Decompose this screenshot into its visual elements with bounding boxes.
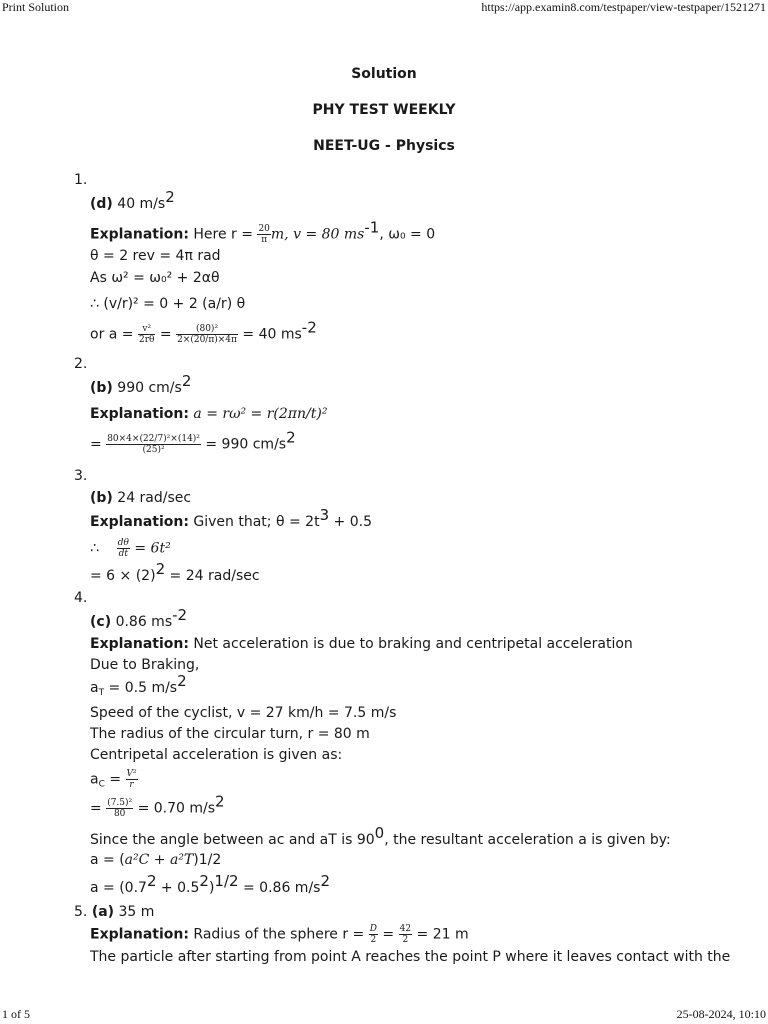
answer-line: (c) 0.86 $ms^{-2}$	[90, 606, 188, 630]
print-timestamp: 25-08-2024, 10:10	[676, 1007, 766, 1021]
question-number: 4.	[74, 590, 88, 606]
explanation-line: Explanation: Given that; $\theta = 2t^3 + 0.5$	[90, 506, 373, 530]
question-number: 2.	[74, 356, 88, 372]
answer-option: (b)	[90, 490, 113, 506]
answer-option: (b)	[90, 380, 113, 396]
explanation-line: Explanation: Net acceleration is due to braking and centripetal acceleration	[90, 636, 633, 652]
text-line: Due to Braking,	[90, 657, 200, 673]
math-line: a = (a²C + a²T)1/2	[90, 852, 222, 868]
print-title: Print Solution	[2, 0, 70, 14]
math-line: As ω² = ω₀² + 2αθ	[90, 270, 220, 286]
question-number: 5.	[74, 904, 88, 920]
print-footer	[0, 1008, 768, 1024]
answer-line: (b) 990 $cm/s^2$	[90, 372, 192, 396]
math-line: $a_T = 0.5$ $m/s^2$	[90, 672, 187, 698]
fraction: $\frac{D}{2}$	[369, 924, 377, 945]
answer-value: 24 rad/sec	[117, 490, 192, 506]
fraction: $\frac{\text{80×4×(22/7)²×(14)²}}{\text{(25)²}}$	[107, 434, 200, 455]
print-header	[0, 0, 768, 16]
answer-option: (d)	[90, 196, 113, 212]
answer-line	[90, 490, 191, 506]
answer-value: 40 m/s	[117, 196, 166, 212]
explanation-line: Explanation: Here r = $\frac{20}{\pi}$ m, v = 80 $ms^{-1}$, ω₀ = 0	[90, 218, 436, 245]
text-line: The radius of the circular turn, r = 80 m	[90, 726, 370, 742]
fraction: $\frac{42}{2}$	[399, 924, 412, 945]
math-line: $a = (0.7^2 + 0.5^2)^{1/2} = 0.86$ $m/s^2$	[90, 872, 330, 896]
math-line: ∴ $\frac{d\theta}{dt}$ = 6t²	[90, 538, 171, 559]
explanation-line: Explanation: Radius of the sphere r = $\frac{D}{2}$ = $\frac{42}{2}$ = 21 m	[90, 924, 469, 945]
text-line: Speed of the cyclist, v = 27 km/h = 7.5 m/s	[90, 705, 397, 721]
question-number: 1.	[74, 172, 88, 188]
explanation-label: Explanation:	[90, 636, 189, 652]
math-line: ∴ (v/r)² = 0 + 2 (a/r) θ	[90, 296, 246, 312]
text-line: Centripetal acceleration is given as:	[90, 747, 343, 763]
fraction: $\frac{\text{(80)²}}{2\times(20/\pi)\times 4\pi}$	[177, 324, 237, 345]
test-title: PHY TEST WEEKLY	[312, 102, 456, 118]
answer-value: 0.86 ms	[115, 614, 173, 630]
answer-option: (a)	[91, 904, 115, 920]
text-line: Since the angle between ac and aT is $90^0$, the resultant acceleration a is given by:	[90, 824, 671, 848]
solution-title: Solution	[351, 66, 417, 82]
page-counter: 1 of 5	[2, 1007, 30, 1021]
explanation-label: Explanation:	[90, 226, 189, 243]
print-url: https://app.examin8.com/testpaper/view-testpaper/1521271	[481, 0, 766, 14]
explanation-label: Explanation:	[90, 514, 189, 530]
math-line: = $\frac{\text{80×4×(22/7)²×(14)²}}{\text{(25)²}}$ = 990 $cm/s^2$	[90, 428, 296, 455]
explanation-label: Explanation:	[90, 406, 189, 422]
subject-title: NEET-UG - Physics	[313, 138, 455, 154]
question-number: 3.	[74, 468, 88, 484]
answer-value: 990 cm/s	[117, 380, 182, 396]
fraction: $\frac{\text{V²}}{r}$	[126, 769, 137, 790]
math-line: = $6 \times (2)^2 = 24$ rad/sec	[90, 560, 260, 584]
explanation-label: Explanation:	[90, 926, 189, 943]
explanation-line: Explanation: a = rω² = r(2πn/t)²	[90, 406, 328, 422]
fraction: $\frac{20}{\pi}$	[258, 224, 270, 245]
answer-line: (d) 40 $m/s^2$	[90, 188, 175, 212]
text-line: The particle after starting from point A reaches the point P where it leaves contact with the	[90, 949, 731, 965]
math-line: θ = 2 rev = 4π rad	[90, 248, 221, 264]
fraction: $\frac{\text{(7.5)²}}{80}$	[107, 798, 133, 819]
math-line: = $\frac{\text{(7.5)²}}{80}$ = 0.70 $m/s^2$	[90, 792, 225, 819]
math-line: $a_C$ = $\frac{\text{V²}}{r}$	[90, 769, 137, 790]
answer-option: (c)	[90, 614, 112, 630]
fraction: $\frac{\text{v²}}{2r\theta}$	[138, 324, 155, 345]
math-line: or a = $\frac{\text{v²}}{2r\theta}$ = $\frac{\text{(80)²}}{2\times(20/\pi)\times 4\pi}$ = 40 $ms^{-2}$	[90, 318, 317, 345]
fraction: $\frac{d\theta}{dt}$	[117, 538, 129, 559]
answer-value: 35 m	[118, 904, 155, 920]
answer-line	[74, 904, 154, 920]
